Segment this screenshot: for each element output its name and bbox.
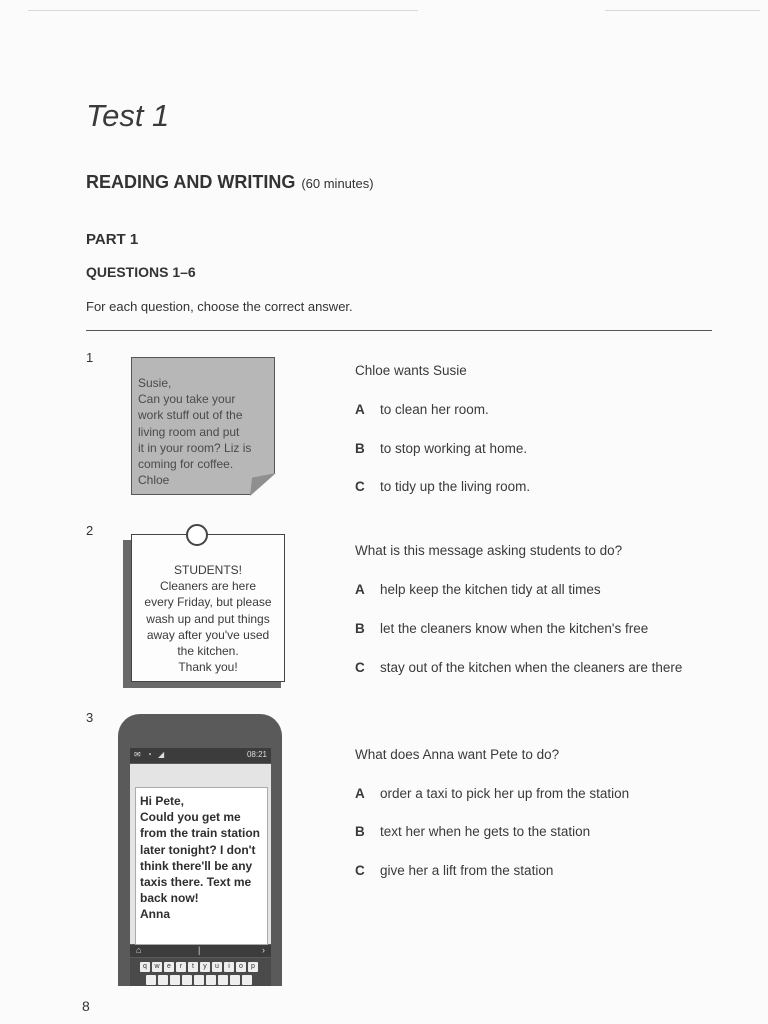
option-c[interactable]: [355, 660, 682, 675]
phone-status-bar: [130, 748, 271, 763]
key: [170, 975, 180, 985]
notice-line: wash up and put things: [146, 611, 270, 626]
part-heading: PART 1: [86, 231, 139, 248]
notice-line: every Friday, but please: [144, 595, 272, 610]
question-text: What is this message asking students to do?: [355, 543, 623, 558]
phone-keyboard: [130, 958, 271, 986]
option-c[interactable]: [355, 479, 530, 494]
option-text: help keep the kitchen tidy at all times: [380, 582, 601, 597]
option-text: order a taxi to pick her up from the station: [380, 786, 630, 801]
question-number: 2: [86, 523, 94, 538]
message-line: Could you get me: [140, 810, 241, 825]
note-text: [138, 375, 272, 488]
notice-line: Cleaners are here: [159, 579, 257, 594]
key: [194, 975, 204, 985]
option-letter: B: [355, 824, 365, 839]
message-text: [140, 793, 268, 923]
notice-line: away after you've used: [146, 627, 270, 642]
option-b[interactable]: [355, 824, 590, 839]
option-a[interactable]: [355, 786, 629, 801]
note-line: Chloe: [138, 473, 170, 488]
question-number: 1: [86, 350, 94, 365]
key: o: [236, 962, 246, 972]
option-text: to stop working at home.: [380, 441, 528, 456]
note-line: work stuff out of the: [138, 408, 243, 423]
key-row: [146, 975, 252, 985]
note-line: living room and put: [138, 424, 240, 439]
message-line: later tonight? I don't: [140, 842, 256, 857]
instruction: For each question, choose the correct answer.: [86, 299, 353, 314]
message-line: back now!: [140, 891, 199, 906]
option-letter: C: [355, 660, 365, 675]
message-line: Hi Pete,: [140, 794, 185, 808]
option-c[interactable]: [355, 863, 553, 878]
section-time: (60 minutes): [301, 176, 374, 191]
key: w: [152, 962, 162, 972]
key: [158, 975, 168, 985]
page-number: 8: [82, 998, 90, 1014]
option-text: to clean her room.: [380, 402, 489, 417]
phone-nav-bar: [130, 945, 271, 957]
option-text: give her a lift from the station: [380, 863, 554, 878]
top-rule-right: [605, 10, 760, 11]
key: q: [140, 962, 150, 972]
message-line: Anna: [140, 907, 170, 922]
message-line: from the train station: [140, 826, 261, 841]
option-b[interactable]: [355, 621, 648, 636]
key: i: [224, 962, 234, 972]
key-row: [140, 962, 258, 972]
phone-time: 08:21: [246, 750, 267, 759]
key: p: [248, 962, 258, 972]
section-name: READING AND WRITING: [86, 172, 296, 192]
note-line: Susie,: [138, 376, 172, 390]
note-line: Can you take your: [138, 392, 236, 407]
option-text: let the cleaners know when the kitchen's free: [380, 621, 649, 636]
section-heading: [86, 172, 374, 193]
option-text: stay out of the kitchen when the cleaners are there: [380, 660, 683, 675]
option-letter: A: [355, 402, 365, 417]
option-text: text her when he gets to the station: [380, 824, 591, 839]
notice-line: Thank you!: [178, 660, 238, 675]
home-icon: ⌂: [136, 945, 142, 955]
option-letter: B: [355, 621, 365, 636]
key: r: [176, 962, 186, 972]
option-b[interactable]: [355, 441, 527, 456]
notice-line: the kitchen.: [177, 644, 239, 659]
questions-range: QUESTIONS 1–6: [86, 264, 196, 280]
key: e: [164, 962, 174, 972]
key: [242, 975, 252, 985]
option-a[interactable]: [355, 582, 601, 597]
key: [182, 975, 192, 985]
pin-icon: [186, 524, 208, 546]
option-letter: B: [355, 441, 365, 456]
key: [146, 975, 156, 985]
option-letter: A: [355, 582, 365, 597]
status-icons: ✉ ◔ ◢: [134, 750, 167, 759]
key: t: [188, 962, 198, 972]
option-letter: C: [355, 479, 365, 494]
message-line: think there'll be any: [140, 858, 253, 873]
option-text: to tidy up the living room.: [380, 479, 531, 494]
question-number: 3: [86, 710, 94, 725]
note-line: coming for coffee.: [138, 457, 234, 472]
top-rule-left: [28, 10, 418, 11]
option-letter: C: [355, 863, 365, 878]
notice-text: [133, 562, 283, 675]
question-text: What does Anna want Pete to do?: [355, 747, 560, 762]
test-title: Test 1: [86, 98, 170, 133]
send-icon: ›: [262, 945, 265, 955]
divider: [86, 330, 712, 331]
cursor-icon: |: [198, 945, 201, 955]
key: u: [212, 962, 222, 972]
note-line: it in your room? Liz is: [138, 440, 252, 455]
key: [206, 975, 216, 985]
option-letter: A: [355, 786, 365, 801]
key: y: [200, 962, 210, 972]
notice-line: STUDENTS!: [173, 563, 242, 577]
option-a[interactable]: [355, 402, 489, 417]
question-text: Chloe wants Susie: [355, 363, 467, 378]
key: [218, 975, 228, 985]
key: [230, 975, 240, 985]
message-line: taxis there. Text me: [140, 875, 252, 890]
